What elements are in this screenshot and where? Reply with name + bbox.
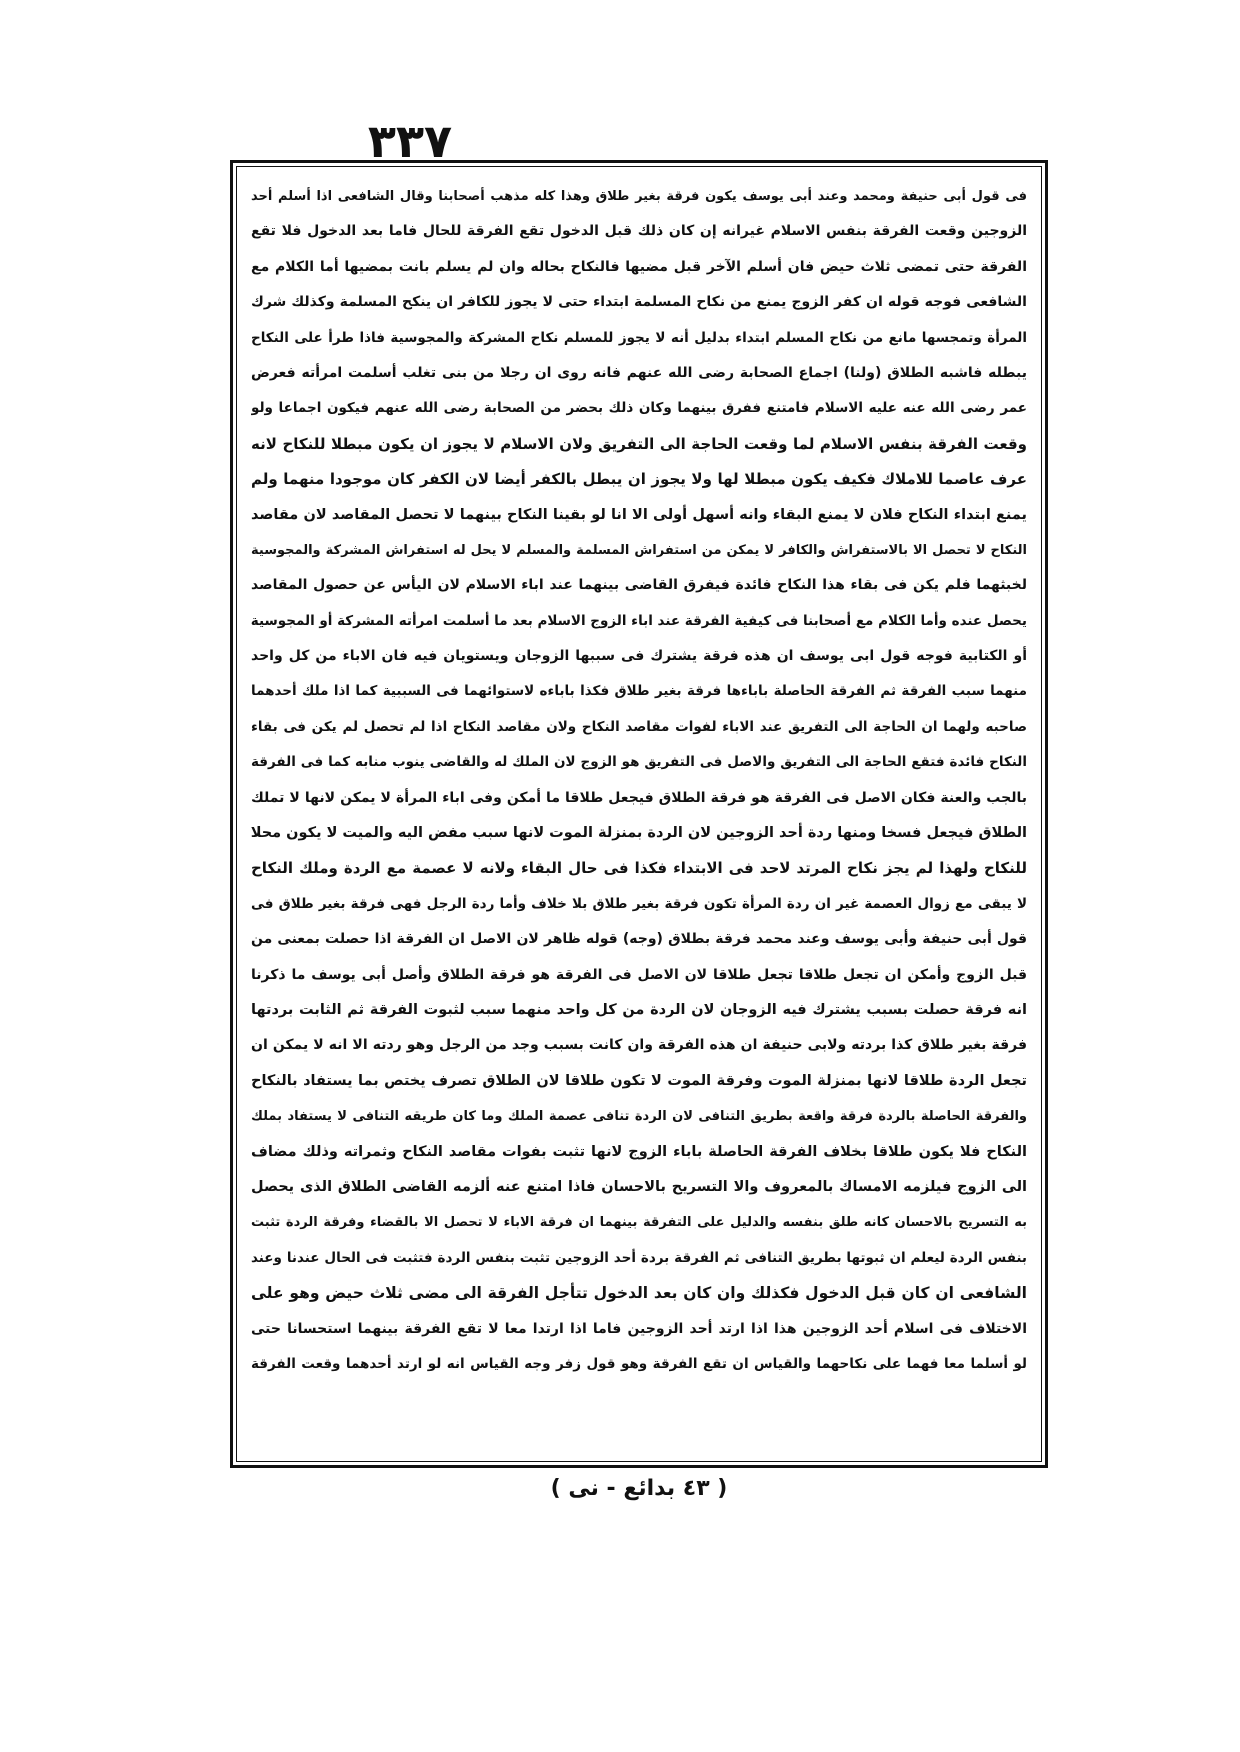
text-line: فرقة بغير طلاق كذا بردته ولابى حنيفة ان هذه الفرقة وان كانت بسبب وجد من الرجل وهو ردته الا انه لا يمكن ان	[251, 1037, 1027, 1054]
text-line: يحصل عنده وأما الكلام مع أصحابنا فى كيفية الفرقة عند اباء الزوج الاسلام بعد ما أسلمت امرأته المشركة أو المجوسية	[251, 612, 1027, 629]
text-line: يمنع ابتداء النكاح فلان لا يمنع البقاء وانه أسهل أولى الا انا لو بقينا النكاح بينهما لا تحصل المقاصد لان مقاصد	[251, 506, 1027, 523]
text-line: انه فرقة حصلت بسبب يشترك فيه الزوجان لان الردة من كل واحد منهما سبب لثبوت الفرقة ثم الثابت بردتها	[251, 1001, 1027, 1018]
page-number: ٣٣٧	[367, 114, 453, 168]
text-line: به التسريح بالاحسان كانه طلق بنفسه والدليل على التفرقة بينهما ان فرقة الاباء لا تحصل الا بالقضاء وفرقة الردة تثبت	[251, 1215, 1027, 1231]
text-line: قول أبى حنيفة وأبى يوسف وعند محمد فرقة بطلاق (وجه) قوله ظاهر لان الاصل ان الفرقة اذا حصلت بمعنى من	[251, 931, 1027, 948]
text-line: الطلاق فيجعل فسخا ومنها ردة أحد الزوجين لان الردة بمنزلة الموت لانها سبب مفض اليه والميت لا يكون محلا	[251, 825, 1027, 842]
text-line: والفرقة الحاصلة بالردة فرقة واقعة بطريق التنافى لان الردة تنافى عصمة الملك وما كان طريقه التنافى لا يستفاد بملك	[251, 1109, 1027, 1125]
text-line: الشافعى فوجه قوله ان كفر الزوج يمنع من نكاح المسلمة ابتداء حتى لا يجوز للكافر ان ينكح المسلمة وكذلك شرك	[251, 294, 1027, 311]
text-line: الى الزوج فيلزمه الامساك بالمعروف والا التسريح بالاحسان فاذا امتنع عنه ألزمه القاضى الطلاق الذى يحصل	[251, 1178, 1027, 1195]
text-line: النكاح فلا يكون طلاقا بخلاف الفرقة الحاصلة باباء الزوج لانها تثبت بفوات مقاصد النكاح وثمراته وذلك مضاف	[251, 1143, 1027, 1160]
text-line: تجعل الردة طلاقا لانها بمنزلة الموت وفرقة الموت لا تكون طلاقا لان الطلاق تصرف يختص بما يستفاد بالنكاح	[251, 1072, 1027, 1089]
text-frame	[236, 166, 1042, 1462]
text-line: لو أسلما معا فهما على نكاحهما والقياس ان تقع الفرقة وهو قول زفر وجه القياس انه لو ارتد أحدهما وقعت الفرقة	[251, 1355, 1027, 1372]
text-line: الفرقة حتى تمضى ثلاث حيض فان أسلم الآخر قبل مضيها فالنكاح بحاله وان لم يسلم بانت بمضيها أما الكلام مع	[251, 258, 1027, 275]
text-line: وقعت الفرقة بنفس الاسلام لما وقعت الحاجة الى التفريق ولان الاسلام لا يجوز ان يكون مبطلا للنكاح لانه	[251, 434, 1027, 453]
text-line: بالجب والعنة فكان الاصل فى الفرقة هو فرقة الطلاق فيجعل طلاقا ما أمكن وفى اباء المرأة لا يمكن لانها لا تملك	[251, 789, 1027, 806]
text-line: عرف عاصما للاملاك فكيف يكون مبطلا لها ولا يجوز ان يبطل بالكفر أيضا لان الكفر كان موجودا منهما ولم	[251, 470, 1027, 489]
text-line: يبطله فاشبه الطلاق (ولنا) اجماع الصحابة رضى الله عنهم فانه روى ان رجلا من بنى تغلب أسلمت امرأته فعرض	[251, 364, 1027, 381]
text-line: الشافعى ان كان قبل الدخول فكذلك وان كان بعد الدخول تتأجل الفرقة الى مضى ثلاث حيض وهو على	[251, 1284, 1027, 1303]
text-line: الاختلاف فى اسلام أحد الزوجين هذا اذا ارتد أحد الزوجين فاما اذا ارتدا معا لا تقع الفرقة بينهما استحسانا حتى	[251, 1320, 1027, 1337]
text-line: لخبثهما فلم يكن فى بقاء هذا النكاح فائدة فيفرق القاضى بينهما عند اباء الاسلام لان اليأس عن حصول المقاصد	[251, 577, 1027, 594]
text-line: فى قول أبى حنيفة ومحمد وعند أبى يوسف يكون فرقة بغير طلاق وهذا كله مذهب أصحابنا وقال الشافعى اذا أسلم أحد	[251, 189, 1027, 204]
text-line: النكاح لا تحصل الا بالاستفراش والكافر لا يمكن من استفراش المسلمة والمسلم لا يحل له استفراش المشركة والمجوسية	[251, 542, 1027, 558]
text-line: المرأة وتمجسها مانع من نكاح المسلم ابتداء بدليل أنه لا يجوز للمسلم نكاح المشركة والمجوسية فاذا طرأ على النكاح	[251, 329, 1027, 346]
text-line: للنكاح ولهذا لم يجز نكاح المرتد لاحد فى الابتداء فكذا فى حال البقاء ولانه لا عصمة مع الردة وملك النكاح	[251, 859, 1027, 878]
text-line: النكاح فائدة فتقع الحاجة الى التفريق والاصل فى التفريق هو الزوج لان الملك له والقاضى ينوب منابه كما فى الفرقة	[251, 754, 1027, 771]
text-line: الزوجين وقعت الفرقة بنفس الاسلام غيرانه إن كان ذلك قبل الدخول تقع الفرقة للحال فاما بعد الدخول فلا تقع	[251, 223, 1027, 240]
text-line: لا يبقى مع زوال العصمة غير ان ردة المرأة تكون فرقة بغير طلاق بلا خلاف وأما ردة الرجل فهى فرقة بغير طلاق فى	[251, 895, 1027, 912]
text-line: بنفس الردة ليعلم ان ثبوتها بطريق التنافى ثم الفرقة بردة أحد الزوجين تثبت بنفس الردة فتثبت فى الحال عندنا وعند	[251, 1249, 1027, 1266]
text-line: منهما سبب الفرقة ثم الفرقة الحاصلة باباءها فرقة بغير طلاق فكذا باباءه لاستوائهما فى السببية كما اذا ملك أحدهما	[251, 683, 1027, 700]
footer-signature: ( ٤٣ بدائع - نى )	[550, 1476, 728, 1501]
text-line: قبل الزوج وأمكن ان تجعل طلاقا تجعل طلاقا لان الاصل فى الفرقة هو فرقة الطلاق وأصل أبى يوسف ما ذكرنا	[251, 966, 1027, 983]
text-line: أو الكتابية فوجه قول ابى يوسف ان هذه فرقة يشترك فى سببها الزوجان ويستويان فيه فان الاباء من كل واحد	[251, 648, 1027, 665]
text-line: صاحبه ولهما ان الحاجة الى التفريق عند الاباء لفوات مقاصد النكاح ولان مقاصد النكاح اذا لم تحصل لم يكن فى بقاء	[251, 718, 1027, 735]
body-text	[251, 179, 1027, 1382]
text-line: عمر رضى الله عنه عليه الاسلام فامتنع ففرق بينهما وكان ذلك بحضر من الصحابة رضى الله عنهم فيكون اجماعا ولو	[251, 400, 1027, 417]
